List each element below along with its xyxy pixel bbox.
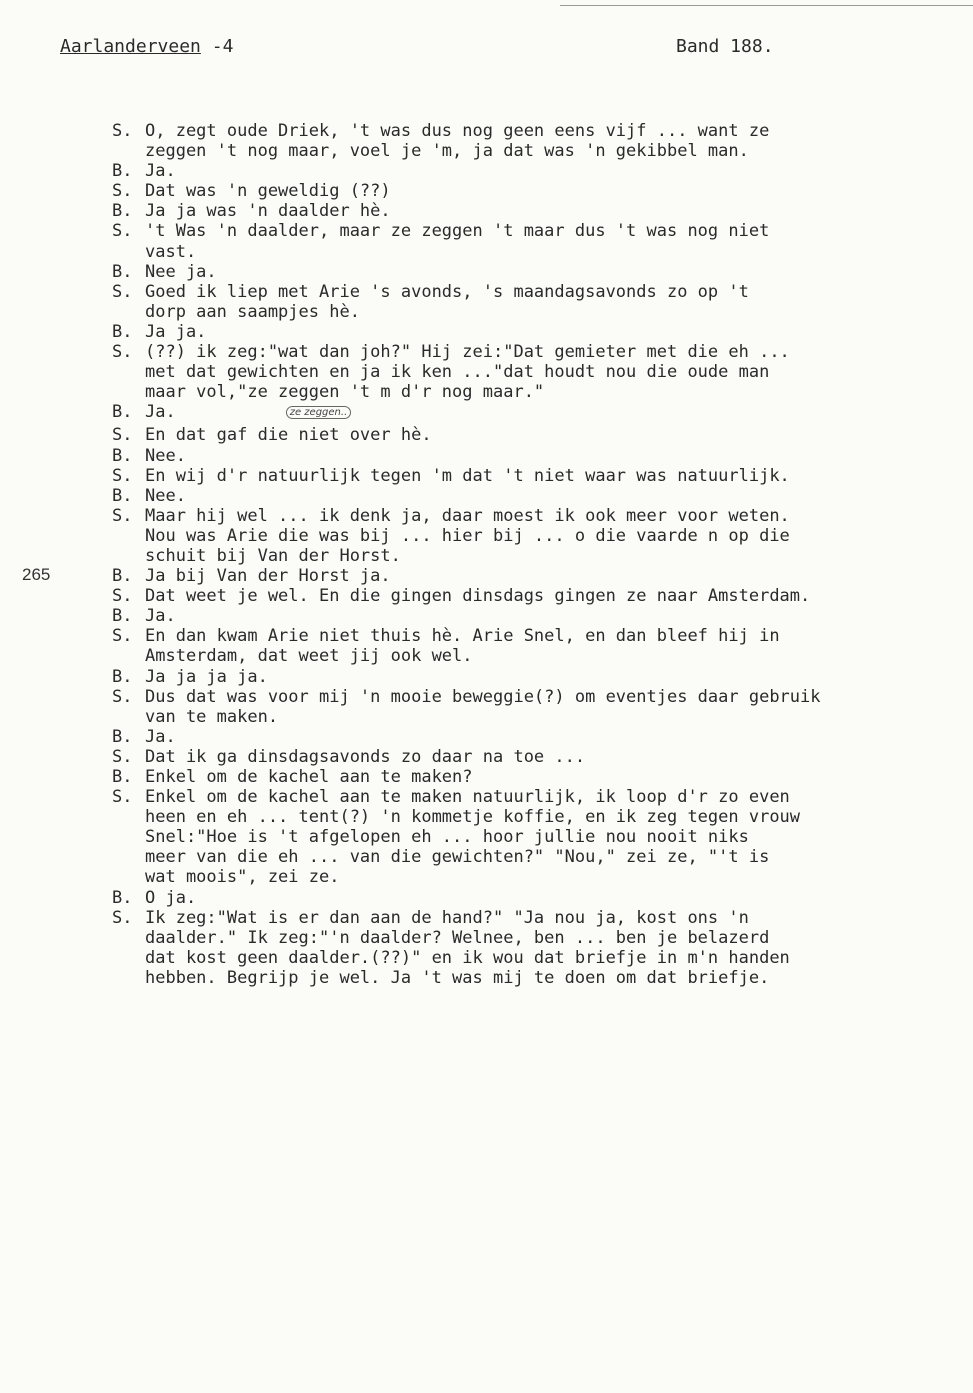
transcript-entry: [112, 908, 967, 988]
transcript-entry: [112, 402, 967, 425]
transcript-entry: [112, 787, 967, 887]
speaker-label: B.: [112, 666, 133, 687]
speech-line: heen en eh ... tent(?) 'n kommetje koffie, en ik zeg tegen vrouw: [145, 807, 801, 828]
speech-line: wat moois", zei ze.: [145, 867, 340, 888]
speech-line: Ja.: [145, 161, 176, 182]
speech-line: En dan kwam Arie niet thuis hè. Arie Snel, en dan bleef hij in: [145, 626, 780, 647]
speech-line: Snel:"Hoe is 't afgelopen eh ... hoor jullie nou nooit niks: [145, 827, 749, 848]
speech-line: Enkel om de kachel aan te maken?: [145, 767, 473, 787]
speaker-label: S.: [112, 465, 133, 486]
speech-line: Ja bij Van der Horst ja.: [145, 566, 391, 587]
speech-line: dorp aan saampjes hè.: [145, 301, 360, 322]
transcript-entry: [112, 221, 967, 261]
transcript-entry: [112, 566, 967, 586]
speaker-label: S.: [112, 281, 133, 302]
speech-line: zeggen 't nog maar, voel je 'm, ja dat was 'n gekibbel man.: [145, 141, 749, 162]
speaker-label: S.: [112, 505, 133, 526]
header-left: [60, 36, 233, 57]
speaker-label: S.: [112, 626, 133, 647]
handwritten-annotation: ze zeggen..: [286, 406, 352, 419]
page-edge-line: [560, 5, 973, 6]
speech-line: dat kost geen daalder.(??)" en ik wou dat briefje in m'n handen: [145, 947, 790, 968]
speaker-label: S.: [112, 342, 133, 363]
speaker-label: S.: [112, 686, 133, 707]
speech-line: Dat was 'n geweldig (??): [145, 181, 391, 202]
speech-line: Ja. ze zeggen..: [145, 402, 967, 425]
transcript-entry: [112, 888, 967, 908]
speech-line: Nou was Arie die was bij ... hier bij ... o die vaarde n op die: [145, 525, 790, 546]
speaker-label: B.: [112, 321, 133, 342]
speaker-label: B.: [112, 402, 133, 423]
transcript-entry: [112, 446, 967, 466]
speech-line: Goed ik liep met Arie 's avonds, 's maandagsavonds zo op 't: [145, 281, 749, 302]
transcript-entry: [112, 506, 967, 566]
speech-line: O, zegt oude Driek, 't was dus nog geen eens vijf ... want ze: [145, 121, 770, 141]
header-band-number: Band 188.: [676, 36, 774, 57]
speech-line: Dus dat was voor mij 'n mooie beweggie(?) om eventjes daar gebruik: [145, 686, 821, 707]
transcript-entry: [112, 161, 967, 181]
transcript-entry: [112, 586, 967, 606]
transcript-entry: [112, 342, 967, 402]
transcript-entry: [112, 667, 967, 687]
transcript-entry: [112, 425, 967, 445]
speech-line: daalder." Ik zeg:"'n daalder? Welnee, ben ... ben je belazerd: [145, 927, 770, 948]
transcript-entry: [112, 466, 967, 486]
speech-line: met dat gewichten en ja ik ken ..."dat houdt nou die oude man: [145, 362, 770, 383]
transcript-entry: [112, 181, 967, 201]
header-page-suffix: -4: [200, 36, 234, 57]
speaker-label: B.: [112, 161, 133, 182]
transcript-entry: [112, 626, 967, 666]
transcript-entry: [112, 727, 967, 747]
transcript-entry: [112, 322, 967, 342]
speech-line: Maar hij wel ... ik denk ja, daar moest ik ook meer voor weten.: [145, 505, 790, 526]
speech-line: Nee.: [145, 485, 186, 506]
transcript-entry: [112, 606, 967, 626]
speaker-label: B.: [112, 606, 133, 627]
speech-line: Dat weet je wel. En die gingen dinsdags gingen ze naar Amsterdam.: [145, 586, 811, 607]
transcript: [112, 121, 967, 988]
speech-line: En dat gaf die niet over hè.: [145, 425, 432, 446]
speech-line: (??) ik zeg:"wat dan joh?" Hij zei:"Dat gemieter met die eh ...: [145, 342, 790, 363]
speaker-label: S.: [112, 221, 133, 242]
transcript-entry: [112, 486, 967, 506]
speaker-label: S.: [112, 907, 133, 928]
speech-line: meer van die eh ... van die gewichten?" "Nou," zei ze, "'t is: [145, 847, 770, 868]
speech-line: Ja.: [145, 726, 176, 747]
transcript-entry: [112, 201, 967, 221]
speaker-label: B.: [112, 767, 133, 787]
speaker-label: S.: [112, 181, 133, 202]
speech-line: En wij d'r natuurlijk tegen 'm dat 't niet waar was natuurlijk.: [145, 465, 790, 486]
speaker-label: B.: [112, 726, 133, 747]
speaker-label: B.: [112, 887, 133, 908]
speech-line: van te maken.: [145, 706, 279, 727]
speaker-label: S.: [112, 787, 133, 808]
transcript-entry: [112, 767, 967, 787]
speaker-label: B.: [112, 566, 133, 587]
speaker-label: S.: [112, 121, 133, 141]
speech-line: hebben. Begrijp je wel. Ja 't was mij te doen om dat briefje.: [145, 967, 770, 988]
transcript-entry: [112, 282, 967, 322]
margin-number: 265: [22, 565, 51, 584]
transcript-entry: [112, 262, 967, 282]
speaker-label: B.: [112, 261, 133, 282]
speaker-label: B.: [112, 445, 133, 466]
speech-line: 't Was 'n daalder, maar ze zeggen 't maar dus 't was nog niet: [145, 221, 770, 242]
speech-line: Nee.: [145, 445, 186, 466]
speech-line: Ik zeg:"Wat is er dan aan de hand?" "Ja nou ja, kost ons 'n: [145, 907, 749, 928]
speech-line: Dat ik ga dinsdagsavonds zo daar na toe ...: [145, 746, 586, 767]
speech-line: Nee ja.: [145, 261, 217, 282]
speaker-label: S.: [112, 425, 133, 446]
speaker-label: B.: [112, 485, 133, 506]
speech-line: maar vol,"ze zeggen 't m d'r nog maar.": [145, 382, 545, 403]
speech-line: Amsterdam, dat weet jij ook wel.: [145, 646, 473, 667]
transcript-entry: [112, 121, 967, 161]
speech-line: Enkel om de kachel aan te maken natuurlijk, ik loop d'r zo even: [145, 787, 790, 808]
speaker-label: B.: [112, 201, 133, 222]
speech-line: O ja.: [145, 887, 197, 908]
speech-line: Ja ja.: [145, 321, 207, 342]
header-title: Aarlanderveen: [60, 36, 201, 57]
transcript-entry: [112, 687, 967, 727]
transcript-entry: [112, 747, 967, 767]
speaker-label: S.: [112, 746, 133, 767]
speech-line: Ja.: [145, 606, 176, 627]
speech-line: Ja ja ja ja.: [145, 666, 268, 687]
speaker-label: S.: [112, 586, 133, 607]
speech-line: Ja ja was 'n daalder hè.: [145, 201, 391, 222]
speech-line: schuit bij Van der Horst.: [145, 545, 401, 566]
speech-line: vast.: [145, 241, 197, 262]
